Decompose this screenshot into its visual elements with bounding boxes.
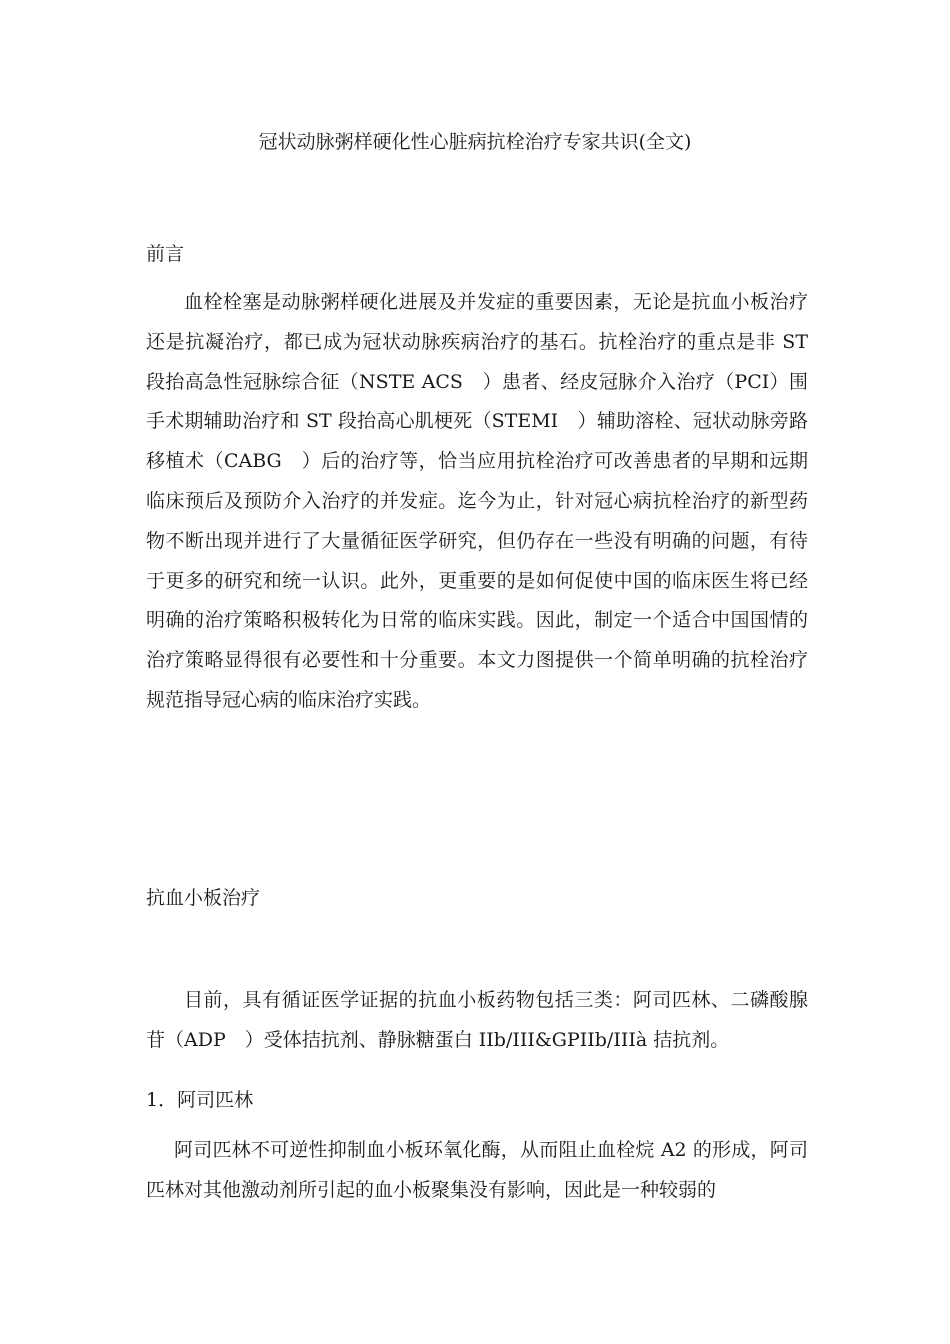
- preface-paragraph: 血栓栓塞是动脉粥样硬化进展及并发症的重要因素，无论是抗血小板治疗还是抗凝治疗，都已成为冠状动脉疾病治疗的基石。抗栓治疗的重点是非 ST 段抬高急性冠脉综合征（NSTE ACS ）患者、经皮冠脉介入治疗（PCI）围手术期辅助治疗和 ST 段抬高心肌梗死（STEMI ）辅助溶栓、冠状动脉旁路移植术（CABG ）后的治疗等，恰当应用抗栓治疗可改善患者的早期和远期临床预后及预防介入治疗的并发症。迄今为止，针对冠心病抗栓治疗的新型药物不断出现并进行了大量循征医学研究，但仍存在一些没有明确的问题，有待于更多的研究和统一认识。此外，更重要的是如何促使中国的临床医生将已经明确的治疗策略积极转化为日常的临床实践。因此，制定一个适合中国国情的治疗策略显得很有必要性和十分重要。本文力图提供一个简单明确的抗栓治疗规范指导冠心病的临床治疗实践。: [146, 291, 808, 711]
- subsection-heading-aspirin: 1．阿司匹林: [146, 1089, 254, 1111]
- document-title: 冠状动脉粥样硬化性心脏病抗栓治疗专家共识(全文): [258, 131, 692, 153]
- aspirin-paragraph: 阿司匹林不可逆性抑制血小板环氧化酶，从而阻止血栓烷 A2 的形成，阿司匹林对其他激动剂所引起的血小板聚集没有影响，因此是一种较弱的: [146, 1139, 808, 1201]
- section-heading-antiplatelet: 抗血小板治疗: [146, 887, 261, 909]
- section-heading-preface: 前言: [146, 243, 185, 265]
- antiplatelet-paragraph: 目前，具有循证医学证据的抗血小板药物包括三类：阿司匹林、二磷酸腺苷（ADP ）受体拮抗剂、静脉糖蛋白 IIb/III&GPIIb/IIIà 拮抗剂。: [146, 989, 808, 1051]
